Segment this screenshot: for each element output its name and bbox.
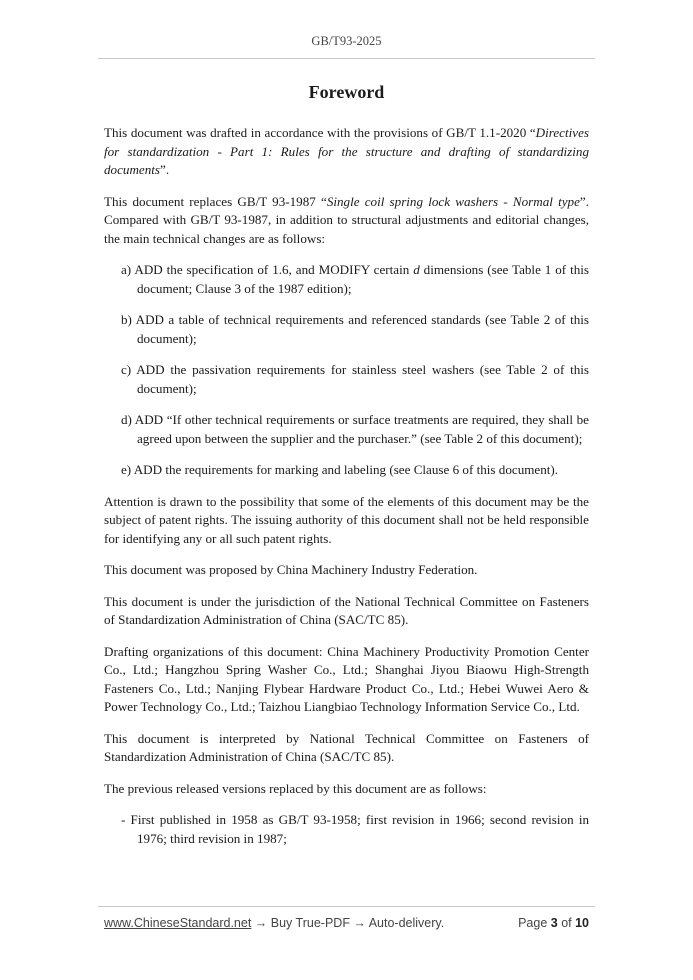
arrow-icon: → xyxy=(349,916,369,930)
document-body xyxy=(104,124,589,861)
paragraph-proposed: This document was proposed by China Machinery Industry Federation. xyxy=(104,562,478,577)
list-item-b: b) ADD a table of technical requirements and referenced standards (see Table 2 of this document); xyxy=(121,312,589,346)
of-label: of xyxy=(557,916,576,930)
page-title: Foreword xyxy=(308,82,385,102)
page-label: Page xyxy=(518,916,551,930)
total-pages: 10 xyxy=(575,916,589,930)
website-link[interactable]: www.ChineseStandard.net xyxy=(104,916,252,930)
list-item-a xyxy=(121,261,589,298)
running-header: GB/T93-2025 xyxy=(311,34,382,48)
page-number xyxy=(518,916,589,930)
italic-title: Directives for standardization - Part 1: Rules for the structure and drafting of standardizing documents xyxy=(104,125,589,177)
paragraph-interpreted: This document is interpreted by National Technical Committee on Fasteners of Standardization Administration of China (SAC/TC 85). xyxy=(104,730,589,764)
text-run: a) ADD the specification of 1.6, and MODIFY certain xyxy=(121,262,414,277)
italic-title: Single coil spring lock washers - Normal type xyxy=(326,193,580,209)
text-run: This document replaces GB/T 93-1987 “ xyxy=(104,193,327,209)
footer-promo xyxy=(104,916,444,930)
list-item-e: e) ADD the requirements for marking and labeling (see Clause 6 of this document). xyxy=(121,462,559,477)
paragraph-drafting-organizations: Drafting organizations of this document: China Machinery Productivity Promotion Center Co., Ltd.; Hangzhou Spring Washer Co., Ltd.; Shanghai Jiyou Biaowu High-Strength Fasteners Co., Ltd.; Nanjing Flybear Hardware Product Co., Ltd.; Hebei Wuwei Aero & Power Technology Co., Ltd.; Taizhou Liangbiao Technology Information Service Co., Ltd. xyxy=(104,643,589,714)
paragraph-replaces xyxy=(104,193,589,249)
footer-divider xyxy=(98,906,595,907)
text-run: dimensions (see Table 1 of this document; Clause 3 of the 1987 edition); xyxy=(137,262,590,296)
delivery-text: Auto-delivery. xyxy=(368,916,445,930)
list-item-c: c) ADD the passivation requirements for stainless steel washers (see Table 2 of this document); xyxy=(121,362,589,396)
paragraph-jurisdiction: This document is under the jurisdiction of the National Technical Committee on Fasteners of Standardization Administration of China (SAC/TC 85). xyxy=(104,593,589,627)
paragraph-drafting xyxy=(104,124,589,180)
list-item-history: - First published in 1958 as GB/T 93-1958; first revision in 1966; second revision in 1976; third revision in 1987; xyxy=(121,812,589,846)
text-run: ”. Compared with GB/T 93-1987, in addition to structural adjustments and editorial changes, the main technical changes are as follows: xyxy=(104,193,589,246)
page-footer xyxy=(104,916,589,934)
buy-pdf-text: Buy True-PDF xyxy=(270,916,350,930)
paragraph-patent: Attention is drawn to the possibility that some of the elements of this document may be the subject of patent rights. The issuing authority of this document shall not be held responsible for identifying any or all such patent rights. xyxy=(104,493,589,546)
italic-symbol: d xyxy=(413,262,420,277)
header-divider xyxy=(98,58,595,59)
list-item-d: d) ADD “If other technical requirements or surface treatments are required, they shall be agreed upon between the supplier and the purchaser.” (see Table 2 of this document); xyxy=(121,412,589,446)
text-run: This document was drafted in accordance with the provisions of GB/T 1.1-2020 “ xyxy=(104,125,536,140)
paragraph-previous-versions: The previous released versions replaced by this document are as follows: xyxy=(104,780,487,796)
text-run: ”. xyxy=(160,162,170,177)
arrow-icon: → xyxy=(251,916,271,930)
current-page: 3 xyxy=(550,916,558,930)
